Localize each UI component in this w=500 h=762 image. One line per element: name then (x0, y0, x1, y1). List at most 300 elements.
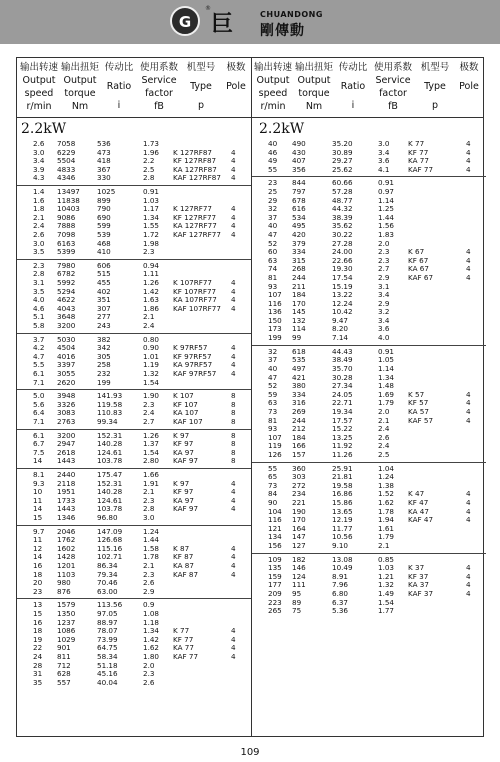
table-row (252, 374, 486, 383)
header-pole-right: 极数 Pole (459, 62, 479, 92)
ratio-cell: 330 (97, 173, 111, 183)
type-cell: KF 97RF57 (173, 351, 212, 361)
speed-cell: 9.7 (33, 526, 45, 536)
ratio-cell: 124.61 (97, 447, 123, 457)
sf-cell: 1.52 (378, 489, 395, 499)
pole-cell: 4 (231, 560, 236, 570)
sf-cell: 1.37 (143, 439, 160, 449)
speed-cell: 2.6 (33, 139, 45, 148)
torque-cell: 9086 (57, 212, 76, 222)
torque-cell: 99 (292, 333, 302, 343)
ratio-cell: 102.71 (97, 552, 123, 562)
ratio-cell: 40.04 (97, 677, 118, 687)
torque-cell: 170 (292, 298, 306, 308)
torque-cell: 1762 (57, 535, 76, 545)
sf-cell: 2.6 (143, 677, 155, 687)
torque-cell: 3055 (57, 368, 76, 378)
table-row (252, 149, 486, 158)
type-cell: KAF 97 (173, 456, 199, 466)
sf-cell: 2.1 (143, 560, 155, 570)
speed-cell: 4.2 (33, 343, 45, 353)
header-speed-right: 输出转速 Output speed r/min (253, 62, 292, 112)
pole-cell: 8 (231, 399, 236, 409)
sf-cell: 2.1 (378, 415, 390, 425)
ratio-cell: 35.20 (332, 139, 353, 148)
torque-cell: 1443 (57, 456, 76, 466)
sf-cell: 2.6 (143, 578, 155, 588)
table-row (252, 451, 486, 460)
type-cell: KAF 127RF77 (173, 229, 221, 239)
sf-cell: 1.25 (378, 204, 395, 214)
sf-cell: 1.66 (143, 470, 160, 479)
type-cell: KA 97RF57 (173, 360, 213, 370)
ratio-cell: 140.28 (97, 487, 123, 497)
sf-cell: 2.2 (143, 156, 155, 166)
ratio-cell: 35.62 (332, 221, 353, 231)
header-sf-left: 使用系数 Service factor fB (139, 62, 178, 112)
sf-cell: 1.62 (378, 497, 395, 507)
ratio-cell: 119.58 (97, 399, 123, 409)
speed-cell: 5.1 (33, 312, 45, 322)
table-row (17, 409, 251, 418)
sf-cell: 2.7 (143, 416, 155, 426)
pole-cell: 4 (231, 221, 236, 231)
torque-cell: 628 (57, 669, 71, 679)
torque-cell: 1201 (57, 560, 76, 570)
speed-cell: 3.0 (33, 147, 45, 157)
ratio-cell: 29.27 (332, 156, 353, 166)
speed-cell: 159 (268, 571, 282, 581)
ratio-cell: 21.81 (332, 472, 353, 482)
sf-cell: 1.08 (143, 608, 160, 618)
pole-cell: 4 (231, 229, 236, 239)
spec-group (17, 260, 251, 334)
torque-cell: 1346 (57, 512, 76, 522)
sf-cell: 2.9 (143, 586, 155, 596)
torque-cell: 535 (292, 355, 306, 365)
torque-cell: 164 (292, 523, 306, 533)
pole-cell: 4 (231, 651, 236, 661)
table-row (17, 270, 251, 279)
ratio-cell: 124.61 (97, 495, 123, 505)
table-row (252, 417, 486, 426)
pole-cell: 4 (466, 580, 471, 590)
spec-group (17, 186, 251, 260)
ratio-cell: 536 (97, 139, 111, 148)
table-row (17, 610, 251, 619)
torque-cell: 2118 (57, 478, 76, 488)
torque-cell: 111 (292, 580, 306, 590)
speed-cell: 52 (268, 381, 278, 391)
table-row (17, 401, 251, 410)
speed-cell: 7.1 (33, 416, 45, 426)
table-row (17, 174, 251, 183)
speed-cell: 121 (268, 523, 282, 533)
torque-cell: 184 (292, 290, 306, 300)
type-cell: KA 127RF77 (173, 221, 217, 231)
sf-cell: 1.54 (378, 597, 395, 607)
speed-cell: 28 (33, 660, 43, 670)
table-row (252, 274, 486, 283)
sf-cell: 1.63 (143, 295, 160, 305)
ratio-cell: 410 (97, 247, 111, 257)
speed-cell: 135 (268, 563, 282, 573)
table-row (252, 490, 486, 499)
pole-cell: 4 (231, 277, 236, 287)
table-row (17, 392, 251, 401)
torque-cell: 1350 (57, 608, 76, 618)
ratio-cell: 606 (97, 260, 111, 270)
table-row (17, 344, 251, 353)
torque-cell: 1602 (57, 543, 76, 553)
ratio-cell: 16.86 (332, 489, 353, 499)
ratio-cell: 342 (97, 343, 111, 353)
pole-cell: 4 (466, 147, 471, 157)
sf-cell: 3.4 (378, 315, 390, 325)
torque-cell: 6229 (57, 147, 76, 157)
speed-cell: 177 (268, 580, 282, 590)
table-row (17, 336, 251, 345)
table-row (17, 679, 251, 688)
ratio-cell: 367 (97, 164, 111, 174)
speed-cell: 46 (268, 147, 278, 157)
sf-cell: 1.26 (143, 277, 160, 287)
pole-cell: 4 (231, 478, 236, 488)
table-row (17, 231, 251, 240)
sf-cell: 2.3 (143, 495, 155, 505)
torque-cell: 1237 (57, 617, 76, 627)
speed-cell: 9.3 (33, 478, 45, 488)
torque-cell: 1029 (57, 634, 76, 644)
table-row (17, 497, 251, 506)
type-cell: KAF 87 (173, 569, 199, 579)
ratio-cell: 64.75 (97, 643, 118, 653)
ratio-cell: 113.56 (97, 600, 123, 610)
sf-cell: 1.24 (143, 526, 160, 536)
ratio-cell: 8.91 (332, 571, 349, 581)
type-cell: KF 87 (173, 552, 194, 562)
torque-cell: 212 (292, 424, 306, 434)
ratio-cell: 9.10 (332, 540, 349, 550)
torque-cell: 6163 (57, 238, 76, 248)
torque-cell: 430 (292, 147, 306, 157)
type-cell: K 57 (408, 389, 425, 399)
torque-cell: 4016 (57, 351, 76, 361)
table-row (17, 601, 251, 610)
type-cell: KA 57 (408, 406, 429, 416)
table-row (252, 231, 486, 240)
speed-cell: 3.5 (33, 286, 45, 296)
sf-cell: 3.4 (378, 147, 390, 157)
speed-cell: 32 (268, 346, 278, 356)
ratio-cell: 6.80 (332, 588, 349, 598)
speed-cell: 119 (268, 441, 282, 451)
speed-cell: 3.9 (33, 164, 45, 174)
type-cell: KA 107 (173, 408, 199, 418)
speed-cell: 40 (268, 139, 278, 148)
torque-cell: 2620 (57, 377, 76, 387)
table-row (252, 240, 486, 249)
type-cell: KA 97 (173, 495, 194, 505)
sf-cell: 1.61 (378, 523, 395, 533)
type-cell: KA 47 (408, 506, 429, 516)
speed-cell: 93 (268, 424, 278, 434)
speed-cell: 2.6 (33, 229, 45, 239)
speed-cell: 3.1 (33, 277, 45, 287)
ratio-cell: 790 (97, 204, 111, 214)
sf-cell: 0.91 (143, 187, 160, 196)
header-torque-right: 输出扭矩 Output torque Nm (294, 62, 333, 112)
ratio-cell: 25.91 (332, 463, 353, 473)
speed-cell: 49 (268, 156, 278, 166)
sf-cell: 1.78 (378, 506, 395, 516)
pole-cell: 4 (231, 303, 236, 313)
table-row (17, 418, 251, 427)
pole-cell: 4 (466, 415, 471, 425)
pole-cell: 4 (466, 563, 471, 573)
ratio-cell: 24.05 (332, 389, 353, 399)
speed-cell: 6.1 (33, 430, 45, 440)
sf-cell: 2.3 (143, 247, 155, 257)
speed-cell: 18 (33, 626, 43, 636)
ratio-cell: 96.80 (97, 512, 118, 522)
table-row (252, 248, 486, 257)
type-cell: KF 77 (408, 147, 429, 157)
sf-cell: 1.55 (143, 221, 160, 231)
torque-cell: 182 (292, 554, 306, 564)
sf-cell: 2.3 (378, 255, 390, 265)
ratio-cell: 6.37 (332, 597, 349, 607)
pole-cell: 8 (231, 447, 236, 457)
sf-cell: 1.86 (143, 303, 160, 313)
sf-cell: 1.62 (143, 643, 160, 653)
sf-cell: 1.04 (378, 463, 395, 473)
torque-cell: 4043 (57, 303, 76, 313)
torque-cell: 184 (292, 432, 306, 442)
speed-cell: 73 (268, 406, 278, 416)
speed-cell: 4.0 (33, 295, 45, 305)
type-cell: KAF 57 (408, 415, 434, 425)
ratio-cell: 11.92 (332, 441, 353, 451)
ratio-cell: 382 (97, 334, 111, 344)
sf-cell: 0.91 (378, 178, 395, 188)
torque-cell: 7098 (57, 229, 76, 239)
torque-cell: 712 (57, 660, 71, 670)
spec-group (252, 177, 486, 345)
sf-cell: 3.0 (143, 512, 155, 522)
speed-cell: 63 (268, 398, 278, 408)
table-row (252, 482, 486, 491)
sf-cell: 1.49 (378, 588, 395, 598)
table-row (17, 432, 251, 441)
header-pole-left: 极数 Pole (226, 62, 246, 92)
speed-cell: 14 (33, 456, 43, 466)
torque-cell: 876 (57, 586, 71, 596)
speed-cell: 63 (268, 255, 278, 265)
sf-cell: 2.4 (143, 320, 155, 330)
table-row (17, 505, 251, 514)
sf-cell: 2.8 (143, 504, 155, 514)
ratio-cell: 147.09 (97, 526, 123, 536)
table-row (252, 473, 486, 482)
type-cell: K 127RF87 (173, 147, 212, 157)
table-row (252, 166, 486, 175)
sf-cell: 1.14 (378, 195, 395, 205)
ratio-cell: 539 (97, 229, 111, 239)
ratio-cell: 51.18 (97, 660, 118, 670)
table-row (252, 391, 486, 400)
sf-cell: 1.26 (143, 430, 160, 440)
speed-cell: 7.5 (33, 447, 45, 457)
ratio-cell: 599 (97, 221, 111, 231)
pole-cell: 8 (231, 391, 236, 401)
table-row (17, 305, 251, 314)
sf-cell: 2.7 (378, 264, 390, 274)
sf-cell: 1.32 (378, 580, 395, 590)
torque-cell: 3397 (57, 360, 76, 370)
torque-cell: 2618 (57, 447, 76, 457)
type-cell: KA 87 (173, 560, 194, 570)
ratio-cell: 103.78 (97, 456, 123, 466)
torque-cell: 495 (292, 221, 306, 231)
table-row (252, 317, 486, 326)
speed-cell: 40 (268, 221, 278, 231)
ratio-cell: 175.47 (97, 470, 123, 479)
pole-cell: 4 (466, 264, 471, 274)
speed-cell: 223 (268, 597, 282, 607)
table-row (252, 291, 486, 300)
sf-cell: 1.79 (378, 532, 395, 542)
ratio-cell: 277 (97, 312, 111, 322)
speed-cell: 3.0 (33, 238, 45, 248)
ratio-cell: 48.77 (332, 195, 353, 205)
speed-cell: 13 (33, 600, 43, 610)
sf-cell: 2.6 (378, 432, 390, 442)
table-row (17, 528, 251, 537)
ratio-cell: 15.22 (332, 424, 353, 434)
ratio-cell: 141.93 (97, 391, 123, 401)
sf-cell: 1.98 (143, 238, 160, 248)
type-cell: KA 97 (173, 447, 194, 457)
type-cell: KF 37 (408, 571, 429, 581)
sf-cell: 2.9 (378, 298, 390, 308)
torque-cell: 1733 (57, 495, 76, 505)
sf-cell: 2.1 (378, 540, 390, 550)
speed-cell: 65 (268, 472, 278, 482)
table-row (252, 590, 486, 599)
type-cell: KAF 77 (173, 651, 199, 661)
ratio-cell: 11.77 (332, 523, 353, 533)
torque-cell: 1579 (57, 600, 76, 610)
pole-cell: 4 (231, 569, 236, 579)
brand-name-cn: 巨 (211, 12, 235, 37)
torque-cell: 316 (292, 398, 306, 408)
table-row (17, 197, 251, 206)
ratio-cell: 30.28 (332, 372, 353, 382)
ratio-cell: 70.46 (97, 578, 118, 588)
ratio-cell: 9.47 (332, 315, 349, 325)
table-row (17, 471, 251, 480)
ratio-cell: 199 (97, 377, 111, 387)
header-sf-right: 使用系数 Service factor fB (373, 62, 412, 112)
table-row (252, 564, 486, 573)
sf-cell: 2.3 (143, 669, 155, 679)
torque-cell: 5992 (57, 277, 76, 287)
ratio-cell: 73.99 (97, 634, 118, 644)
type-cell: KA 77 (408, 156, 429, 166)
type-cell: KA 67 (408, 264, 429, 274)
ratio-cell: 19.34 (332, 406, 353, 416)
table-row (252, 525, 486, 534)
header-speed-left: 输出转速 Output speed r/min (19, 62, 58, 112)
torque-cell: 127 (292, 540, 306, 550)
sf-cell: 2.8 (143, 173, 155, 183)
sf-cell: 2.3 (378, 247, 390, 257)
ratio-cell: 44.32 (332, 204, 353, 214)
pole-cell: 4 (231, 552, 236, 562)
speed-cell: 126 (268, 449, 282, 459)
speed-cell: 59 (268, 389, 278, 399)
sf-cell: 2.4 (143, 408, 155, 418)
torque-cell: 7980 (57, 260, 76, 270)
type-cell: K 77 (408, 139, 425, 148)
sf-cell: 1.24 (378, 472, 395, 482)
torque-cell: 678 (292, 195, 306, 205)
torque-cell: 379 (292, 238, 306, 248)
sf-cell: 1.44 (143, 535, 160, 545)
table-row (252, 300, 486, 309)
torque-cell: 5030 (57, 334, 76, 344)
speed-cell: 47 (268, 229, 278, 239)
table-row (252, 265, 486, 274)
sf-cell: 1.90 (143, 391, 160, 401)
speed-cell: 40 (268, 363, 278, 373)
ratio-cell: 258 (97, 360, 111, 370)
sf-cell: 3.6 (378, 156, 390, 166)
type-cell: KA 127RF87 (173, 164, 217, 174)
torque-cell: 303 (292, 472, 306, 482)
ratio-cell: 899 (97, 195, 111, 205)
ratio-cell: 25.62 (332, 164, 353, 174)
speed-cell: 107 (268, 432, 282, 442)
pole-cell: 8 (231, 456, 236, 466)
table-row (252, 533, 486, 542)
table-row (252, 382, 486, 391)
speed-cell: 1.4 (33, 187, 45, 196)
pole-cell: 4 (231, 173, 236, 183)
torque-cell: 811 (57, 651, 71, 661)
speed-cell: 156 (268, 540, 282, 550)
speed-cell: 14 (33, 552, 43, 562)
ratio-cell: 86.34 (97, 560, 118, 570)
table-row (252, 348, 486, 357)
type-cell: K 97RF57 (173, 343, 208, 353)
sf-cell: 3.1 (378, 281, 390, 291)
torque-cell: 4622 (57, 295, 76, 305)
ratio-cell: 11.26 (332, 449, 353, 459)
spec-group (252, 346, 486, 463)
table-row (17, 262, 251, 271)
speed-cell: 1.6 (33, 195, 45, 205)
ratio-cell: 110.83 (97, 408, 123, 418)
torque-cell: 146 (292, 563, 306, 573)
ratio-cell: 12.24 (332, 298, 353, 308)
table-row (17, 662, 251, 671)
sf-cell: 2.0 (378, 238, 390, 248)
speed-cell: 74 (268, 264, 278, 274)
torque-cell: 166 (292, 441, 306, 451)
speed-cell: 104 (268, 506, 282, 516)
